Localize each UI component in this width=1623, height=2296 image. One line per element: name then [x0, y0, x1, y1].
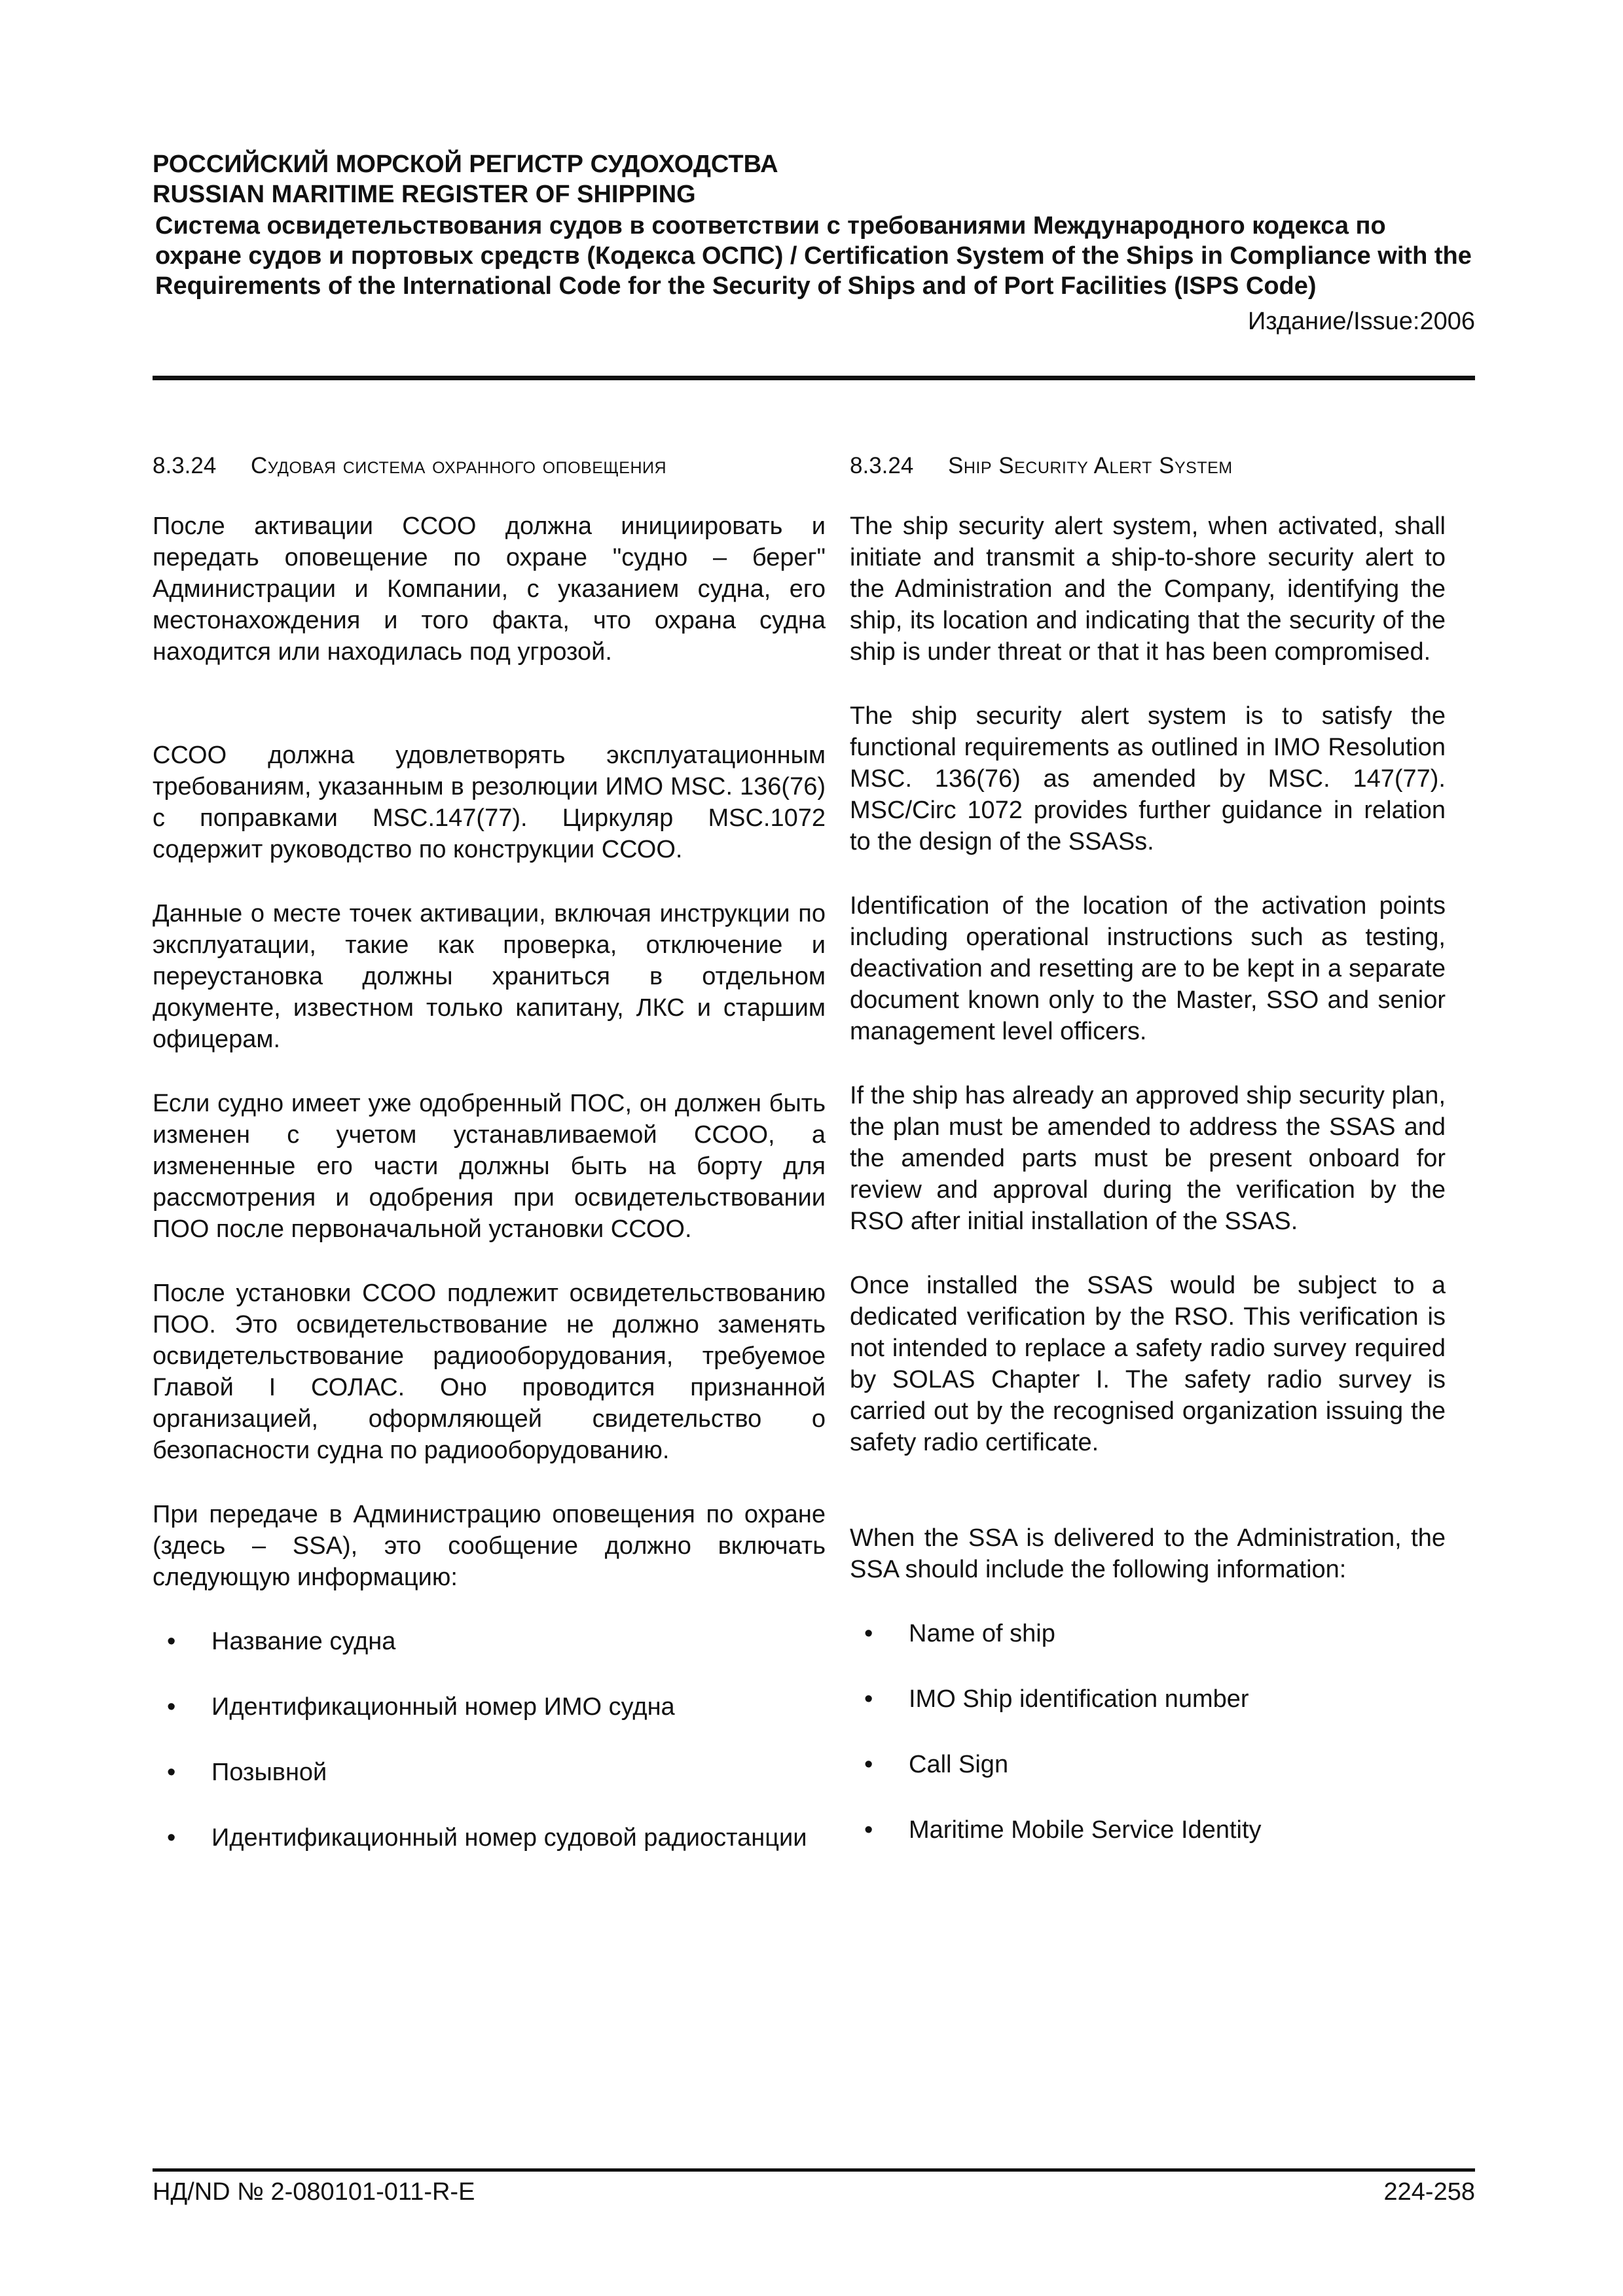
list-item: • Позывной — [153, 1757, 826, 1788]
section-title: Ship Security Alert System — [948, 453, 1233, 478]
document-number: НД/ND № 2-080101-011-R-E — [153, 2178, 475, 2206]
info-list-ru — [153, 1626, 826, 1854]
list-item: • Name of ship — [850, 1618, 1446, 1649]
list-item: • Название судна — [153, 1626, 826, 1657]
info-list-en — [850, 1618, 1446, 1846]
list-item: • Maritime Mobile Service Identity — [850, 1814, 1446, 1846]
paragraph: После активации ССОО должна инициировать и передать оповещение по охране "судно – берег" Администрации и Компании, с указанием судна, его местонахождения и того факта, что охрана судна находится или находилась под угрозой. — [153, 512, 826, 666]
section-number: 8.3.24 — [153, 453, 217, 478]
section-number: 8.3.24 — [850, 453, 914, 478]
bullet-icon: • — [167, 1824, 176, 1852]
edition-label: Издание/Issue:2006 — [1247, 308, 1475, 335]
paragraph: Данные о месте точек активации, включая инструкции по эксплуатации, такие как проверка, отключение и переустановка должны храниться в отдельном документе, известном только капитану, ЛКС и старшим офицерам. — [153, 900, 826, 1053]
bullet-icon: • — [864, 1816, 873, 1844]
russian-column — [153, 450, 826, 1854]
section-title: Судовая система охранного оповещения — [251, 453, 667, 478]
page-footer — [153, 2176, 1475, 2208]
list-item: • Идентификационный номер ИМО судна — [153, 1691, 826, 1723]
list-item: • IMO Ship identification number — [850, 1683, 1446, 1715]
english-column — [850, 450, 1446, 1846]
paragraph: Once installed the SSAS would be subject to a dedicated verification by the RSO. This verification is not intended to replace a safety radio survey required by SOLAS Chapter I. The safety radio survey is carried out by the recognised organization issuing the safety radio certificate. — [850, 1272, 1446, 1456]
paragraph: После установки ССОО подлежит освидетельствованию ПОО. Это освидетельствование не должно заменять освидетельствование радиооборудования, требуемое Главой I СОЛАС. Оно проводится признанной организацией, оформляющей свидетельство о безопасности судна по радиооборудованию. — [153, 1280, 826, 1464]
section-heading-ru — [153, 450, 826, 482]
page-number: 224-258 — [1383, 2178, 1475, 2206]
section-heading-en — [850, 450, 1446, 482]
header-divider — [153, 376, 1475, 380]
bullet-icon: • — [167, 1759, 176, 1786]
document-subtitle: Система освидетельствования судов в соответствии с требованиями Международного кодекса по охране судов и портовых средств (Кодекса ОСПС) / Certification System of the Ships in Compliance with the Requirements of the International Code for the Security of Ships and of Port Facilities (ISPS Code) — [155, 212, 1472, 300]
paragraph: Если судно имеет уже одобренный ПОС, он должен быть изменен с учетом устанавливаемой ССОО, а измененные его части должны быть на борту для рассмотрения и одобрения при освидетельствовании ПОО после первоначальной установки ССОО. — [153, 1090, 826, 1243]
paragraph: При передаче в Администрацию оповещения по охране (здесь – SSA), это сообщение должно включать следующую информацию: — [153, 1501, 826, 1591]
paragraph: When the SSA is delivered to the Administration, the SSA should include the following information: — [850, 1524, 1446, 1583]
bullet-icon: • — [864, 1751, 873, 1778]
paragraph: The ship security alert system, when activated, shall initiate and transmit a ship-to-shore security alert to the Administration and the Company, identifying the ship, its location and indicating that the security of the ship is under threat or that it has been compromised. — [850, 512, 1446, 666]
list-item: • Call Sign — [850, 1749, 1446, 1780]
paragraph: If the ship has already an approved ship security plan, the plan must be amended to address the SSAS and the amended parts must be present onboard for review and approval during the verification by the RSO after initial installation of the SSAS. — [850, 1082, 1446, 1235]
page-header — [153, 149, 1475, 336]
org-name-en: RUSSIAN MARITIME REGISTER OF SHIPPING — [153, 181, 696, 208]
bullet-icon: • — [864, 1685, 873, 1713]
list-item: • Идентификационный номер судовой радиостанции — [153, 1822, 826, 1854]
footer-divider — [153, 2168, 1475, 2172]
org-name-ru: РОССИЙСКИЙ МОРСКОЙ РЕГИСТР СУДОХОДСТВА — [153, 151, 778, 178]
bullet-icon: • — [167, 1628, 176, 1655]
paragraph: The ship security alert system is to satisfy the functional requirements as outlined in IMO Resolution MSC. 136(76) as amended by MSC. 147(77). MSC/Circ 1072 provides further guidance in relation to the design of the SSASs. — [850, 702, 1446, 855]
paragraph: Identification of the location of the activation points including operational instructions such as testing, deactivation and resetting are to be kept in a separate document known only to the Master, SSO and senior management level officers. — [850, 892, 1446, 1045]
bullet-icon: • — [864, 1620, 873, 1647]
bullet-icon: • — [167, 1693, 176, 1721]
paragraph: ССОО должна удовлетворять эксплуатационным требованиям, указанным в резолюции ИМО MSC. 136(76) с поправками MSC.147(77). Циркуляр MSC.1072 содержит руководство по конструкции ССОО. — [153, 742, 826, 863]
